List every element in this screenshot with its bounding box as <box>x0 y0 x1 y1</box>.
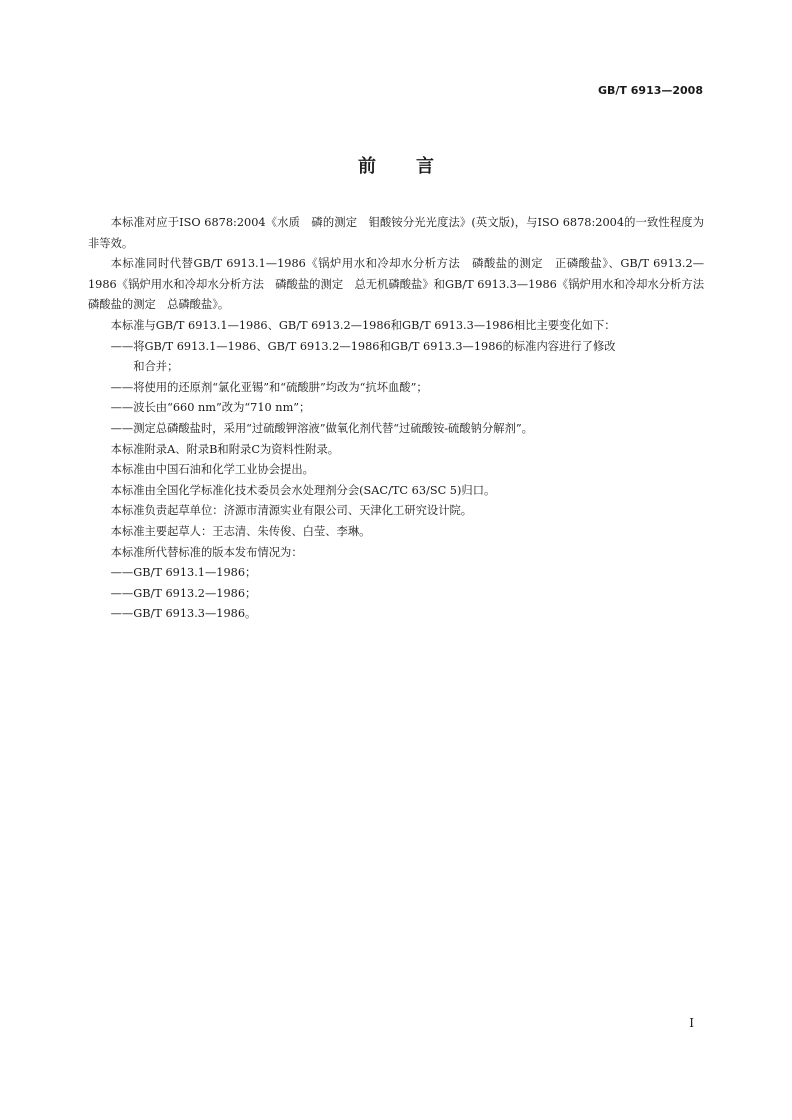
paragraph-history-intro: 本标准所代替标准的版本发布情况为： <box>110 545 303 559</box>
paragraph-appendices: 本标准附录A、附录B和附录C为资料性附录。 <box>110 442 340 456</box>
foreword-body <box>88 213 716 625</box>
paragraph-changes-intro: 本标准与GB/T 6913.1—1986、GB/T 6913.2—1986和GB/T 6913.3—1986相比主要变化如下： <box>110 318 616 332</box>
change-item-oxidant: ——测定总磷酸盐时，采用“过硫酸钾溶液”做氧化剂代替“过硫酸铵-硫酸钠分解剂”。 <box>110 421 533 435</box>
standard-number: GB/T 6913—2008 <box>598 84 703 97</box>
paragraph-under-jurisdiction: 本标准由全国化学标准化技术委员会水处理剂分会(SAC/TC 63/SC 5)归口。 <box>110 483 496 497</box>
paragraph-iso-correspondence: 本标准对应于ISO 6878:2004《水质 磷的测定 钼酸铵分光光度法》(英文版)，与ISO 6878:2004的一致性程度为非等效。 <box>88 216 704 250</box>
paragraph-drafters: 本标准主要起草人：王志清、朱传俊、白莹、李琳。 <box>110 524 371 538</box>
change-item-merge <box>88 337 704 378</box>
page-number: I <box>689 1016 694 1030</box>
change-item-merge-line2: 和合并； <box>133 360 179 374</box>
history-item: ——GB/T 6913.2—1986； <box>110 586 257 600</box>
history-item: ——GB/T 6913.3—1986。 <box>110 607 257 621</box>
paragraph-proposed-by: 本标准由中国石油和化学工业协会提出。 <box>110 463 314 477</box>
change-item-reductant: ——将使用的还原剂“氯化亚锡”和“硫酸肼”均改为“抗坏血酸”； <box>110 380 428 394</box>
change-item-wavelength: ——波长由“660 nm”改为“710 nm”； <box>110 401 311 415</box>
change-item-merge-line1: ——将GB/T 6913.1—1986、GB/T 6913.2—1986和GB/T 6913.3—1986的标准内容进行了修改 <box>110 339 616 353</box>
page-title: 前言 <box>358 156 474 177</box>
paragraph-replaces: 本标准同时代替GB/T 6913.1—1986《锅炉用水和冷却水分析方法 磷酸盐的测定 正磷酸盐》、GB/T 6913.2—1986《锅炉用水和冷却水分析方法 磷酸盐的测定 总无机磷酸盐》和GB/T 6913.3—1986《锅炉用水和冷却水分析方法 磷酸盐的测定 总磷酸盐》。 <box>88 257 716 312</box>
paragraph-drafting-units: 本标准负责起草单位：济源市清源实业有限公司、天津化工研究设计院。 <box>110 504 473 518</box>
history-item: ——GB/T 6913.1—1986； <box>110 566 257 580</box>
